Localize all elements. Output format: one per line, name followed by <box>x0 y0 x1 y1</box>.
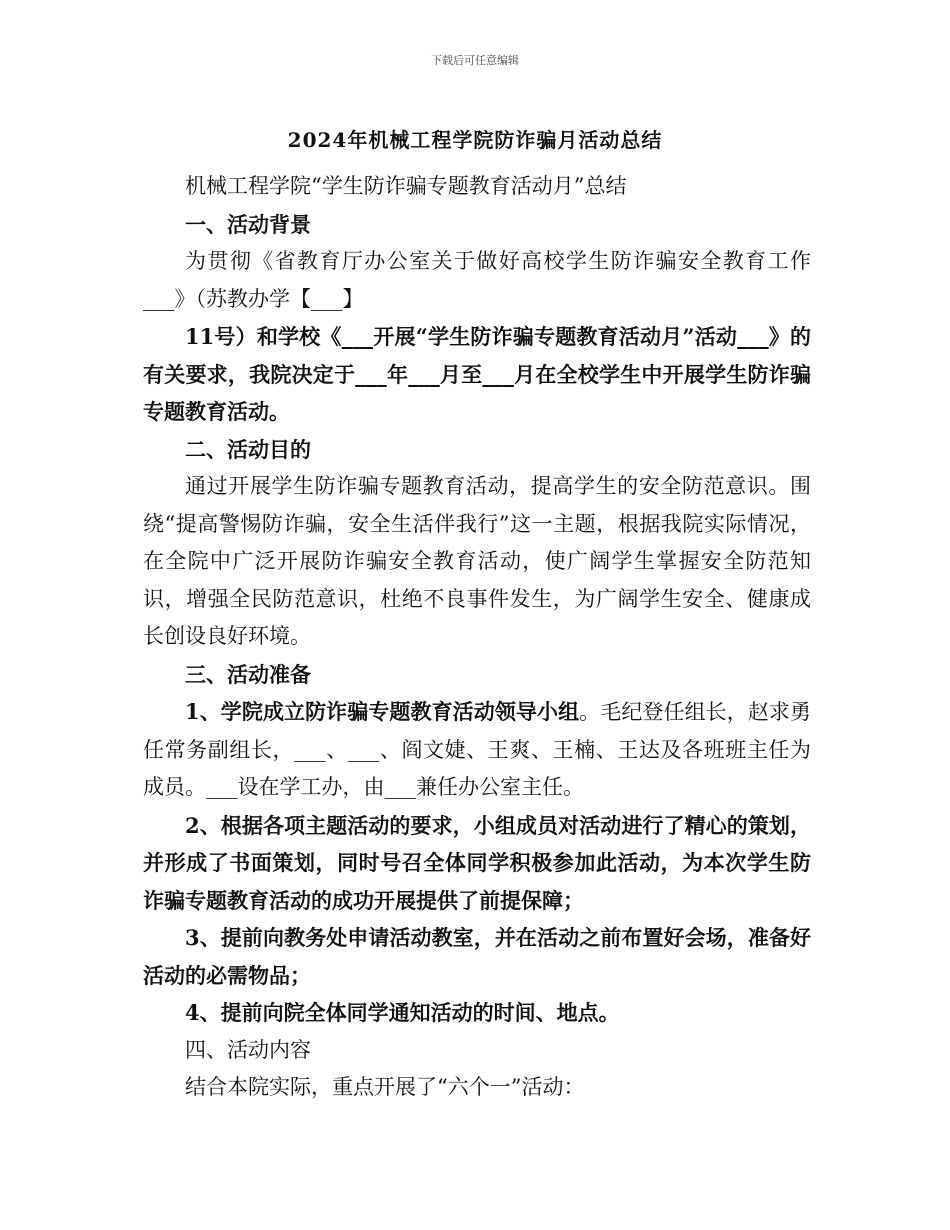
section-heading-purpose: 二、活动目的 <box>185 436 311 462</box>
preparation-item-1-text: 。毛纪登任组长，赵求勇任常务副组长，___、___、阎文婕、王爽、王楠、王达及各班班主任为成员。___设在学工办，由___兼任办公室主任。 <box>143 700 811 799</box>
content-paragraph: 结合本院实际，重点开展了“六个一”活动： <box>185 1075 585 1099</box>
preparation-item-4: 4、提前向院全体同学通知活动的时间、地点。 <box>185 1000 620 1025</box>
section-heading-preparation: 三、活动准备 <box>185 661 311 687</box>
preparation-item-1-lead: 1、学院成立防诈骗专题教育活动领导小组 <box>185 699 580 724</box>
document-body <box>143 168 811 1107</box>
purpose-paragraph: 通过开展学生防诈骗专题教育活动，提高学生的安全防范意识。围绕“提高警惕防诈骗，安全生活伴我行”这一主题，根据我院实际情况，在全院中广泛开展防诈骗安全教育活动，使广阔学生掌握安全防范知识，增强全民防范意识，杜绝不良事件发生，为广阔学生安全、健康成长创设良好环境。 <box>143 474 811 648</box>
preparation-item-1 <box>143 693 811 807</box>
page-header: 下载后可任意编辑 <box>431 54 519 67</box>
background-paragraph-1: 为贯彻《省教育厅办公室关于做好高校学生防诈骗安全教育工作___》（苏教办学【___】 <box>143 249 811 311</box>
subtitle-paragraph: 机械工程学院“学生防诈骗专题教育活动月”总结 <box>185 174 627 198</box>
section-heading-background: 一、活动背景 <box>185 211 311 237</box>
preparation-item-3: 3、提前向教务处申请活动教室，并在活动之前布置好会场，准备好活动的必需物品； <box>143 925 811 988</box>
section-heading-content: 四、活动内容 <box>185 1037 311 1062</box>
background-paragraph-2: 11号）和学校《___开展“学生防诈骗专题教育活动月”活动___》的有关要求，我院决定于___年___月至___月在全校学生中开展学生防诈骗专题教育活动。 <box>143 324 811 424</box>
document-title: 2024年机械工程学院防诈骗月活动总结 <box>287 128 663 152</box>
preparation-item-2: 2、根据各项主题活动的要求，小组成员对活动进行了精心的策划，并形成了书面策划，同时号召全体同学积极参加此活动，为本次学生防诈骗专题教育活动的成功开展提供了前提保障； <box>143 812 811 913</box>
